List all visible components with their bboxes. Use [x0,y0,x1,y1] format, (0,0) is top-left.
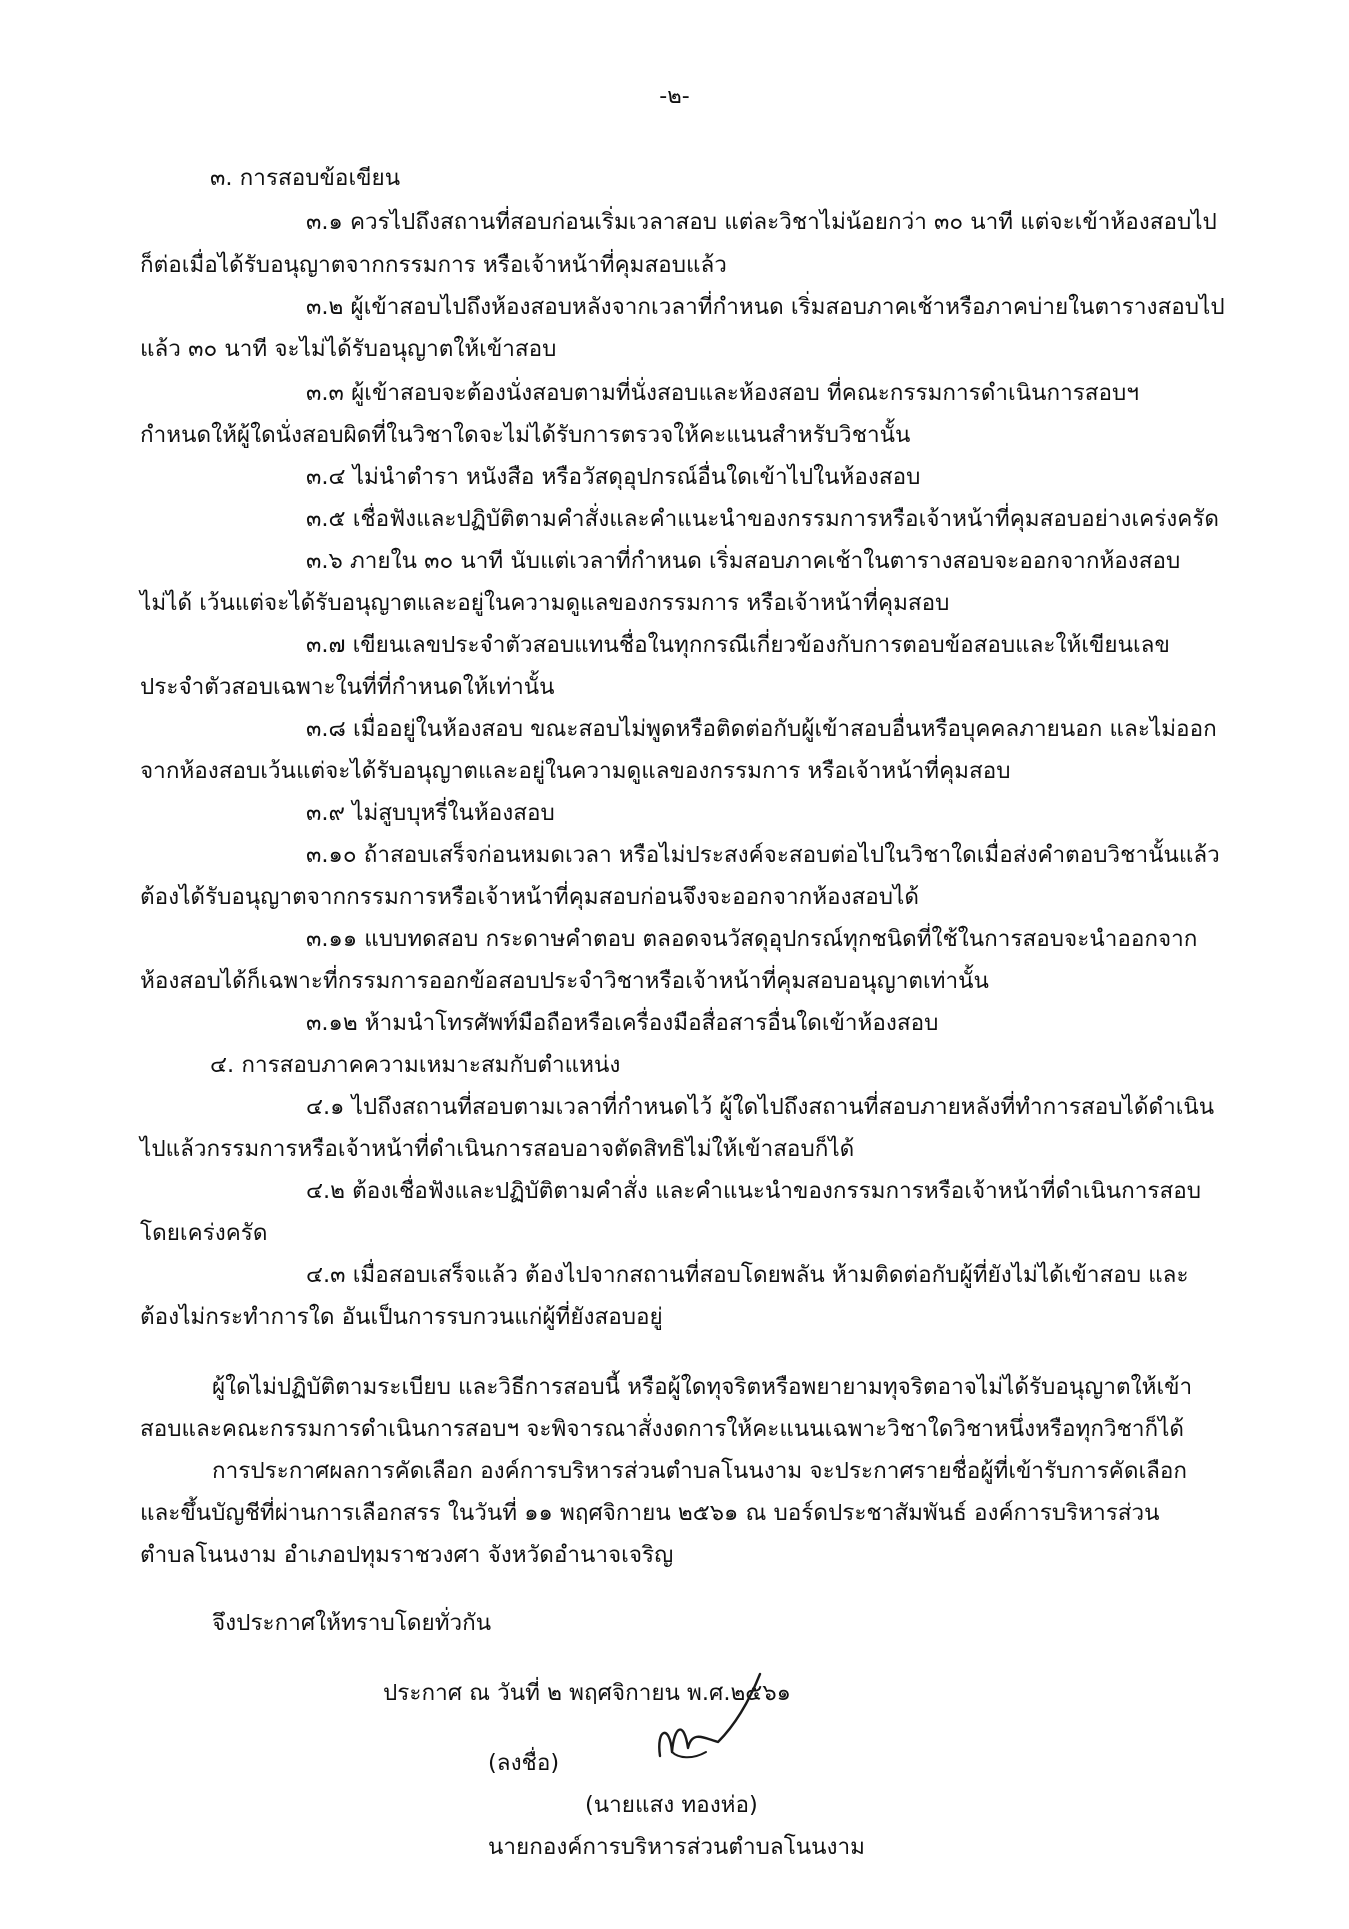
item-3-2-line2: แล้ว ๓๐ นาที จะไม่ได้รับอนุญาตให้เข้าสอบ [140,336,557,362]
signer-name: (นายแสง ทองห่อ) [585,1792,758,1818]
item-4-3-line2: ต้องไม่กระทำการใด อันเป็นการรบกวนแก่ผู้ที่ยังสอบอยู่ [140,1304,663,1330]
item-3-2-line1: ๓.๒ ผู้เข้าสอบไปถึงห้องสอบหลังจากเวลาที่กำหนด เริ่มสอบภาคเช้าหรือภาคบ่ายในตารางสอบไป [306,294,1225,320]
section4-heading: ๔. การสอบภาคความเหมาะสมกับตำแหน่ง [210,1052,621,1078]
announcement-date: ประกาศ ณ วันที่ ๒ พฤศจิกายน พ.ศ.๒๕๖๑ [383,1680,791,1706]
item-3-10-line1: ๓.๑๐ ถ้าสอบเสร็จก่อนหมดเวลา หรือไม่ประสงค์จะสอบต่อไปในวิชาใดเมื่อส่งคำตอบวิชานั้นแล้ว [306,842,1220,868]
penalty-line2: สอบและคณะกรรมการดำเนินการสอบฯ จะพิจารณาสั่งงดการให้คะแนนเฉพาะวิชาใดวิชาหนึ่งหรือทุกวิชาก็ได้ [140,1416,1185,1442]
item-3-10-line2: ต้องได้รับอนุญาตจากกรรมการหรือเจ้าหน้าที่คุมสอบก่อนจึงจะออกจากห้องสอบได้ [140,884,919,910]
item-3-6-line1: ๓.๖ ภายใน ๓๐ นาที นับแต่เวลาที่กำหนด เริ่มสอบภาคเช้าในตารางสอบจะออกจากห้องสอบ [306,548,1181,574]
handwritten-signature [648,1668,768,1778]
item-4-2-line2: โดยเคร่งครัด [140,1220,268,1246]
item-3-7-line1: ๓.๗ เขียนเลขประจำตัวสอบแทนชื่อในทุกกรณีเกี่ยวข้องกับการตอบข้อสอบและให้เขียนเลข [306,632,1170,658]
item-3-9: ๓.๙ ไม่สูบบุหรี่ในห้องสอบ [306,800,555,826]
item-3-8-line2: จากห้องสอบเว้นแต่จะได้รับอนุญาตและอยู่ในความดูแลของกรรมการ หรือเจ้าหน้าที่คุมสอบ [140,758,1011,784]
item-4-3-line1: ๔.๓ เมื่อสอบเสร็จแล้ว ต้องไปจากสถานที่สอบโดยพลัน ห้ามติดต่อกับผู้ที่ยังไม่ได้เข้าสอบ และ [306,1262,1189,1288]
item-3-3-line1: ๓.๓ ผู้เข้าสอบจะต้องนั่งสอบตามที่นั่งสอบและห้องสอบ ที่คณะกรรมการดำเนินการสอบฯ [306,380,1139,406]
item-3-7-line2: ประจำตัวสอบเฉพาะในที่ที่กำหนดให้เท่านั้น [140,674,555,700]
item-3-11-line2: ห้องสอบได้ก็เฉพาะที่กรรมการออกข้อสอบประจำวิชาหรือเจ้าหน้าที่คุมสอบอนุญาตเท่านั้น [140,968,989,994]
item-4-1-line2: ไปแล้วกรรมการหรือเจ้าหน้าที่ดำเนินการสอบอาจตัดสิทธิไม่ให้เข้าสอบก็ได้ [140,1136,855,1162]
item-4-1-line1: ๔.๑ ไปถึงสถานที่สอบตามเวลาที่กำหนดไว้ ผู้ใดไปถึงสถานที่สอบภายหลังที่ทำการสอบได้ดำเนิน [306,1094,1215,1120]
item-3-11-line1: ๓.๑๑ แบบทดสอบ กระดาษคำตอบ ตลอดจนวัสดุอุปกรณ์ทุกชนิดที่ใช้ในการสอบจะนำออกจาก [306,926,1198,952]
item-3-6-line2: ไม่ได้ เว้นแต่จะได้รับอนุญาตและอยู่ในความดูแลของกรรมการ หรือเจ้าหน้าที่คุมสอบ [140,590,950,616]
item-3-8-line1: ๓.๘ เมื่ออยู่ในห้องสอบ ขณะสอบไม่พูดหรือติดต่อกับผู้เข้าสอบอื่นหรือบุคคลภายนอก และไม่ออก [306,716,1217,742]
item-3-1-line2: ก็ต่อเมื่อได้รับอนุญาตจากกรรมการ หรือเจ้าหน้าที่คุมสอบแล้ว [140,252,727,278]
announcement-line2: และขึ้นบัญชีที่ผ่านการเลือกสรร ในวันที่ ๑๑ พฤศจิกายน ๒๕๖๑ ณ บอร์ดประชาสัมพันธ์ องค์การบริหารส่วน [140,1500,1160,1526]
signer-position: นายกองค์การบริหารส่วนตำบลโนนงาม [488,1834,865,1860]
closing-statement: จึงประกาศให้ทราบโดยทั่วกัน [212,1610,492,1636]
page-number: -๒- [659,84,690,109]
item-3-3-line2: กำหนดให้ผู้ใดนั่งสอบผิดที่ในวิชาใดจะไม่ได้รับการตรวจให้คะแนนสำหรับวิชานั้น [140,422,911,448]
announcement-line3: ตำบลโนนงาม อำเภอปทุมราชวงศา จังหวัดอำนาจเจริญ [140,1542,674,1568]
item-3-5: ๓.๕ เชื่อฟังและปฏิบัติตามคำสั่งและคำแนะนำของกรรมการหรือเจ้าหน้าที่คุมสอบอย่างเคร่งครัด [306,506,1220,532]
item-3-12: ๓.๑๒ ห้ามนำโทรศัพท์มือถือหรือเครื่องมือสื่อสารอื่นใดเข้าห้องสอบ [306,1010,939,1036]
item-4-2-line1: ๔.๒ ต้องเชื่อฟังและปฏิบัติตามคำสั่ง และคำแนะนำของกรรมการหรือเจ้าหน้าที่ดำเนินการสอบ [306,1178,1202,1204]
announcement-line1: การประกาศผลการคัดเลือก องค์การบริหารส่วนตำบลโนนงาม จะประกาศรายชื่อผู้ที่เข้ารับการคัดเลือก [212,1458,1188,1484]
item-3-1-line1: ๓.๑ ควรไปถึงสถานที่สอบก่อนเริ่มเวลาสอบ แต่ละวิชาไม่น้อยกว่า ๓๐ นาที แต่จะเข้าห้องสอบไป [306,209,1217,235]
item-3-4: ๓.๔ ไม่นำตำรา หนังสือ หรือวัสดุอุปกรณ์อื่นใดเข้าไปในห้องสอบ [306,464,921,490]
section3-heading: ๓. การสอบข้อเขียน [210,165,401,191]
signed-label: (ลงชื่อ) [488,1750,560,1776]
penalty-line1: ผู้ใดไม่ปฏิบัติตามระเบียบ และวิธีการสอบนี้ หรือผู้ใดทุจริตหรือพยายามทุจริตอาจไม่ได้รับอนุญาตให้เข้า [212,1374,1193,1400]
